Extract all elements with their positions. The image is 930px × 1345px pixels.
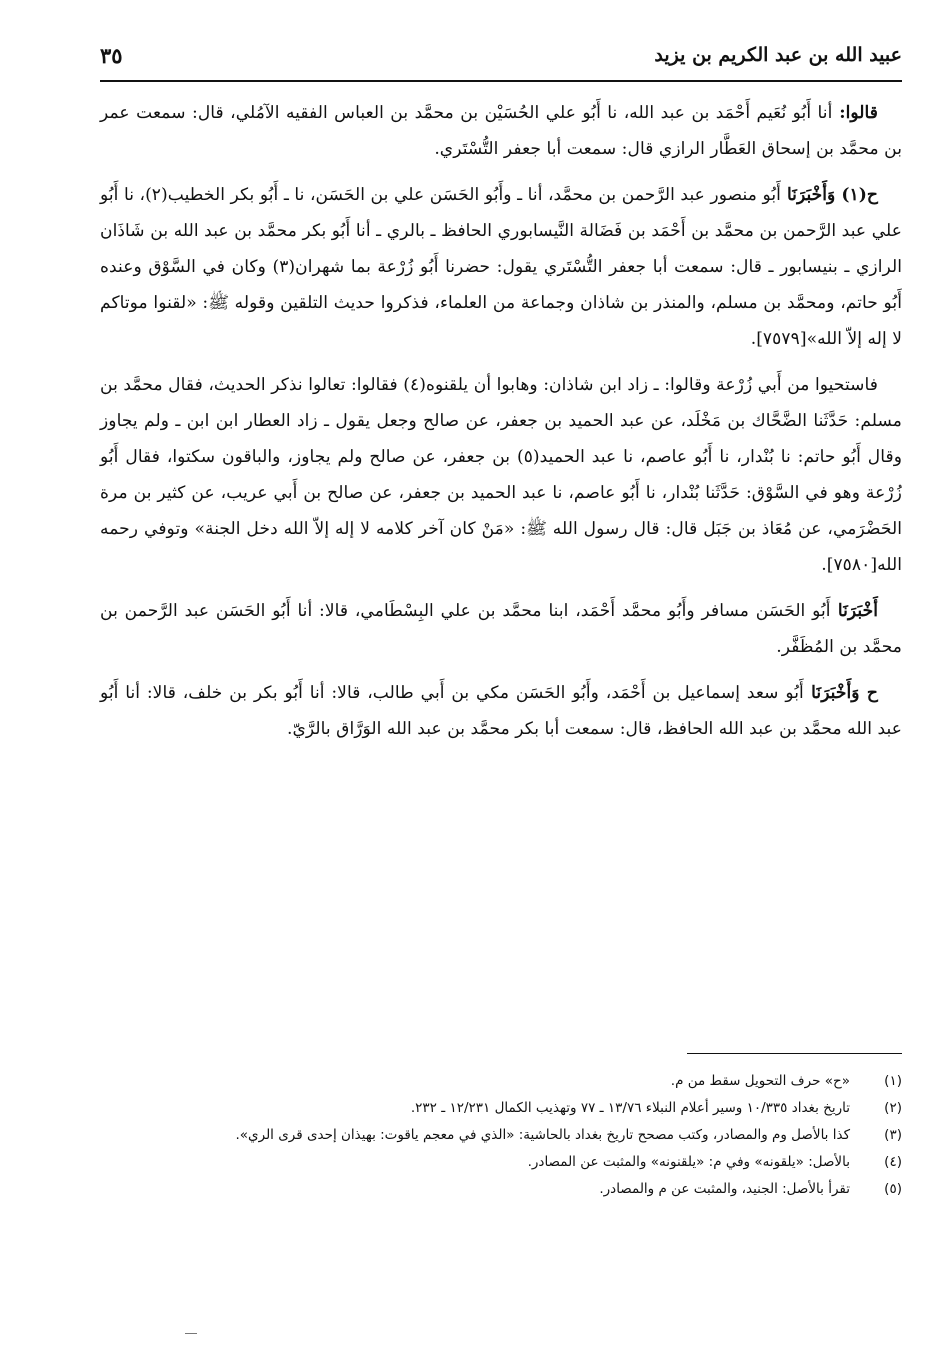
footnote-4: [100, 1149, 902, 1176]
running-header: [100, 38, 902, 72]
paragraph-4-text: أَبُو الحَسَن مسافر وأَبُو محمَّد أَحْمَد، ابنا محمَّد بن علي البِسْطَامي، قالا: أنا أَبُو الحَسَن عبد الرَّحمن بن محمَّد بن المُظَفَّر.: [100, 601, 902, 657]
footnote-separator: [687, 1053, 902, 1054]
paragraph-4: [100, 593, 902, 665]
paragraph-5-lead: ح وَأَخْبَرَنَا: [803, 683, 878, 703]
footnotes: [100, 1068, 902, 1203]
main-text: [100, 95, 902, 757]
footnote-2: [100, 1095, 902, 1122]
paragraph-5-text: أَبُو سعد إسماعيل بن أَحْمَد، وأَبُو الحَسَن مكي بن أَبي طالب، قالا: أنا أَبُو بكر بن خلف، قالا: أنا أَبُو عبد الله محمَّد بن عبد الله الحافظ، قال: سمعت أبا بكر محمَّد بن عبد الله الوَرَّاق بالرَّيّ.: [100, 683, 902, 739]
scan-mark: [185, 1333, 197, 1334]
paragraph-1: [100, 95, 902, 167]
header-rule: [100, 80, 902, 82]
footnote-1: [100, 1068, 902, 1095]
footnote-5: [100, 1176, 902, 1203]
paragraph-4-lead: أَخْبَرَنَا: [830, 601, 878, 621]
footnote-number: (٥): [884, 1181, 902, 1197]
footnote-text: بالأصل: «يلقونه» وفي م: «يلقنونه» والمثبت عن المصادر.: [527, 1154, 850, 1170]
paragraph-2-text: أَبُو منصور عبد الرَّحمن بن محمَّد، أنا ـ وأَبُو الحَسَن علي بن الحَسَن، نا ـ أَبُو بكر الخطيب(٢)، نا أَبُو علي عبد الرَّحمن بن محمَّد بن أَحْمَد بن فَضَالة النَّيسابوري الحافظ ـ بالري ـ أنا أَبُو بكر محمَّد بن عبد الله بن شَاذَان الرازي ـ بنيسابور ـ قال: سمعت أبا جعفر التُّسْتَري يقول: حضرنا أَبُو زُرْعة بما شهران(٣) وكان في السَّوْق وعنده أَبُو حاتم، ومحمَّد بن مسلم، والمنذر بن شاذان وجماعة من العلماء، فذكروا حديث التلقين وقوله ﷺ: «لقنوا موتاكم لا إله إلاّ الله»[٧٥٧٩].: [100, 185, 902, 349]
paragraph-3: [100, 367, 902, 583]
paragraph-2-lead: ح(١) وَأَخْبَرَنَا: [780, 185, 878, 205]
footnote-text: تاريخ بغداد ١٠/٣٣٥ وسير أعلام النبلاء ١٣/٧٦ ـ ٧٧ وتهذيب الكمال ١٢/٢٣١ ـ ٢٣٢.: [410, 1100, 850, 1116]
footnote-number: (٤): [884, 1154, 902, 1170]
running-title: عبيد الله بن عبد الكريم بن يزيد: [654, 44, 902, 66]
footnote-3: [100, 1122, 902, 1149]
paragraph-2: [100, 177, 902, 357]
paragraph-5: [100, 675, 902, 747]
paragraph-3-text: فاستحيوا من أَبي زُرْعة وقالوا: ـ زاد ابن شاذان: وهابوا أن يلقنوه(٤) فقالوا: تعالوا نذكر الحديث، فقال محمَّد بن مسلم: حَدَّثَنا الضَّحَّاك بن مَخْلَد، عن عبد الحميد بن جعفر، عن صالح وجعل يقول ـ زاد العطار ابن ابن ـ ولم يجاوز وقال أَبُو حاتم: نا بُنْدار، نا أَبُو عاصم، نا عبد الحميد(٥) بن جعفر، عن صالح ولم يجاوز، والباقون سكتوا، فقال أَبُو زُرْعة وهو في السَّوْق: حَدَّثَنا بُنْدار، نا أَبُو عاصم، نا عبد الحميد بن جعفر، عن صالح بن أَبي عريب، عن كثير بن مرة الحَضْرَمي، عن مُعَاذ بن جَبَل قال: قال رسول الله ﷺ: «مَنْ كان آخر كلامه لا إله إلاّ الله دخل الجنة» وتوفي رحمه الله[٧٥٨٠].: [100, 375, 902, 575]
footnote-text: كذا بالأصل وم والمصادر، وكتب مصحح تاريخ بغداد بالحاشية: «الذي في معجم ياقوت: بهيذان إحدى قرى الري».: [235, 1127, 850, 1143]
footnote-number: (٢): [884, 1100, 902, 1116]
footnote-number: (١): [884, 1073, 902, 1089]
footnote-number: (٣): [884, 1127, 902, 1143]
footnote-text: «ح» حرف التحويل سقط من م.: [670, 1073, 850, 1089]
paragraph-1-lead: قالوا:: [832, 103, 878, 123]
page-number: ٣٥: [100, 42, 123, 68]
footnote-text: تقرأ بالأصل: الجنيد، والمثبت عن م والمصادر.: [599, 1181, 850, 1197]
paragraph-1-text: أنا أَبُو نُعَيم أَحْمَد بن عبد الله، نا أَبُو علي الحُسَيْن بن محمَّد بن العباس الفقيه الآمُلي، قال: سمعت عمر بن محمَّد بن إسحاق العَطَّار الرازي قال: سمعت أبا جعفر التُّسْتَري.: [100, 103, 902, 159]
